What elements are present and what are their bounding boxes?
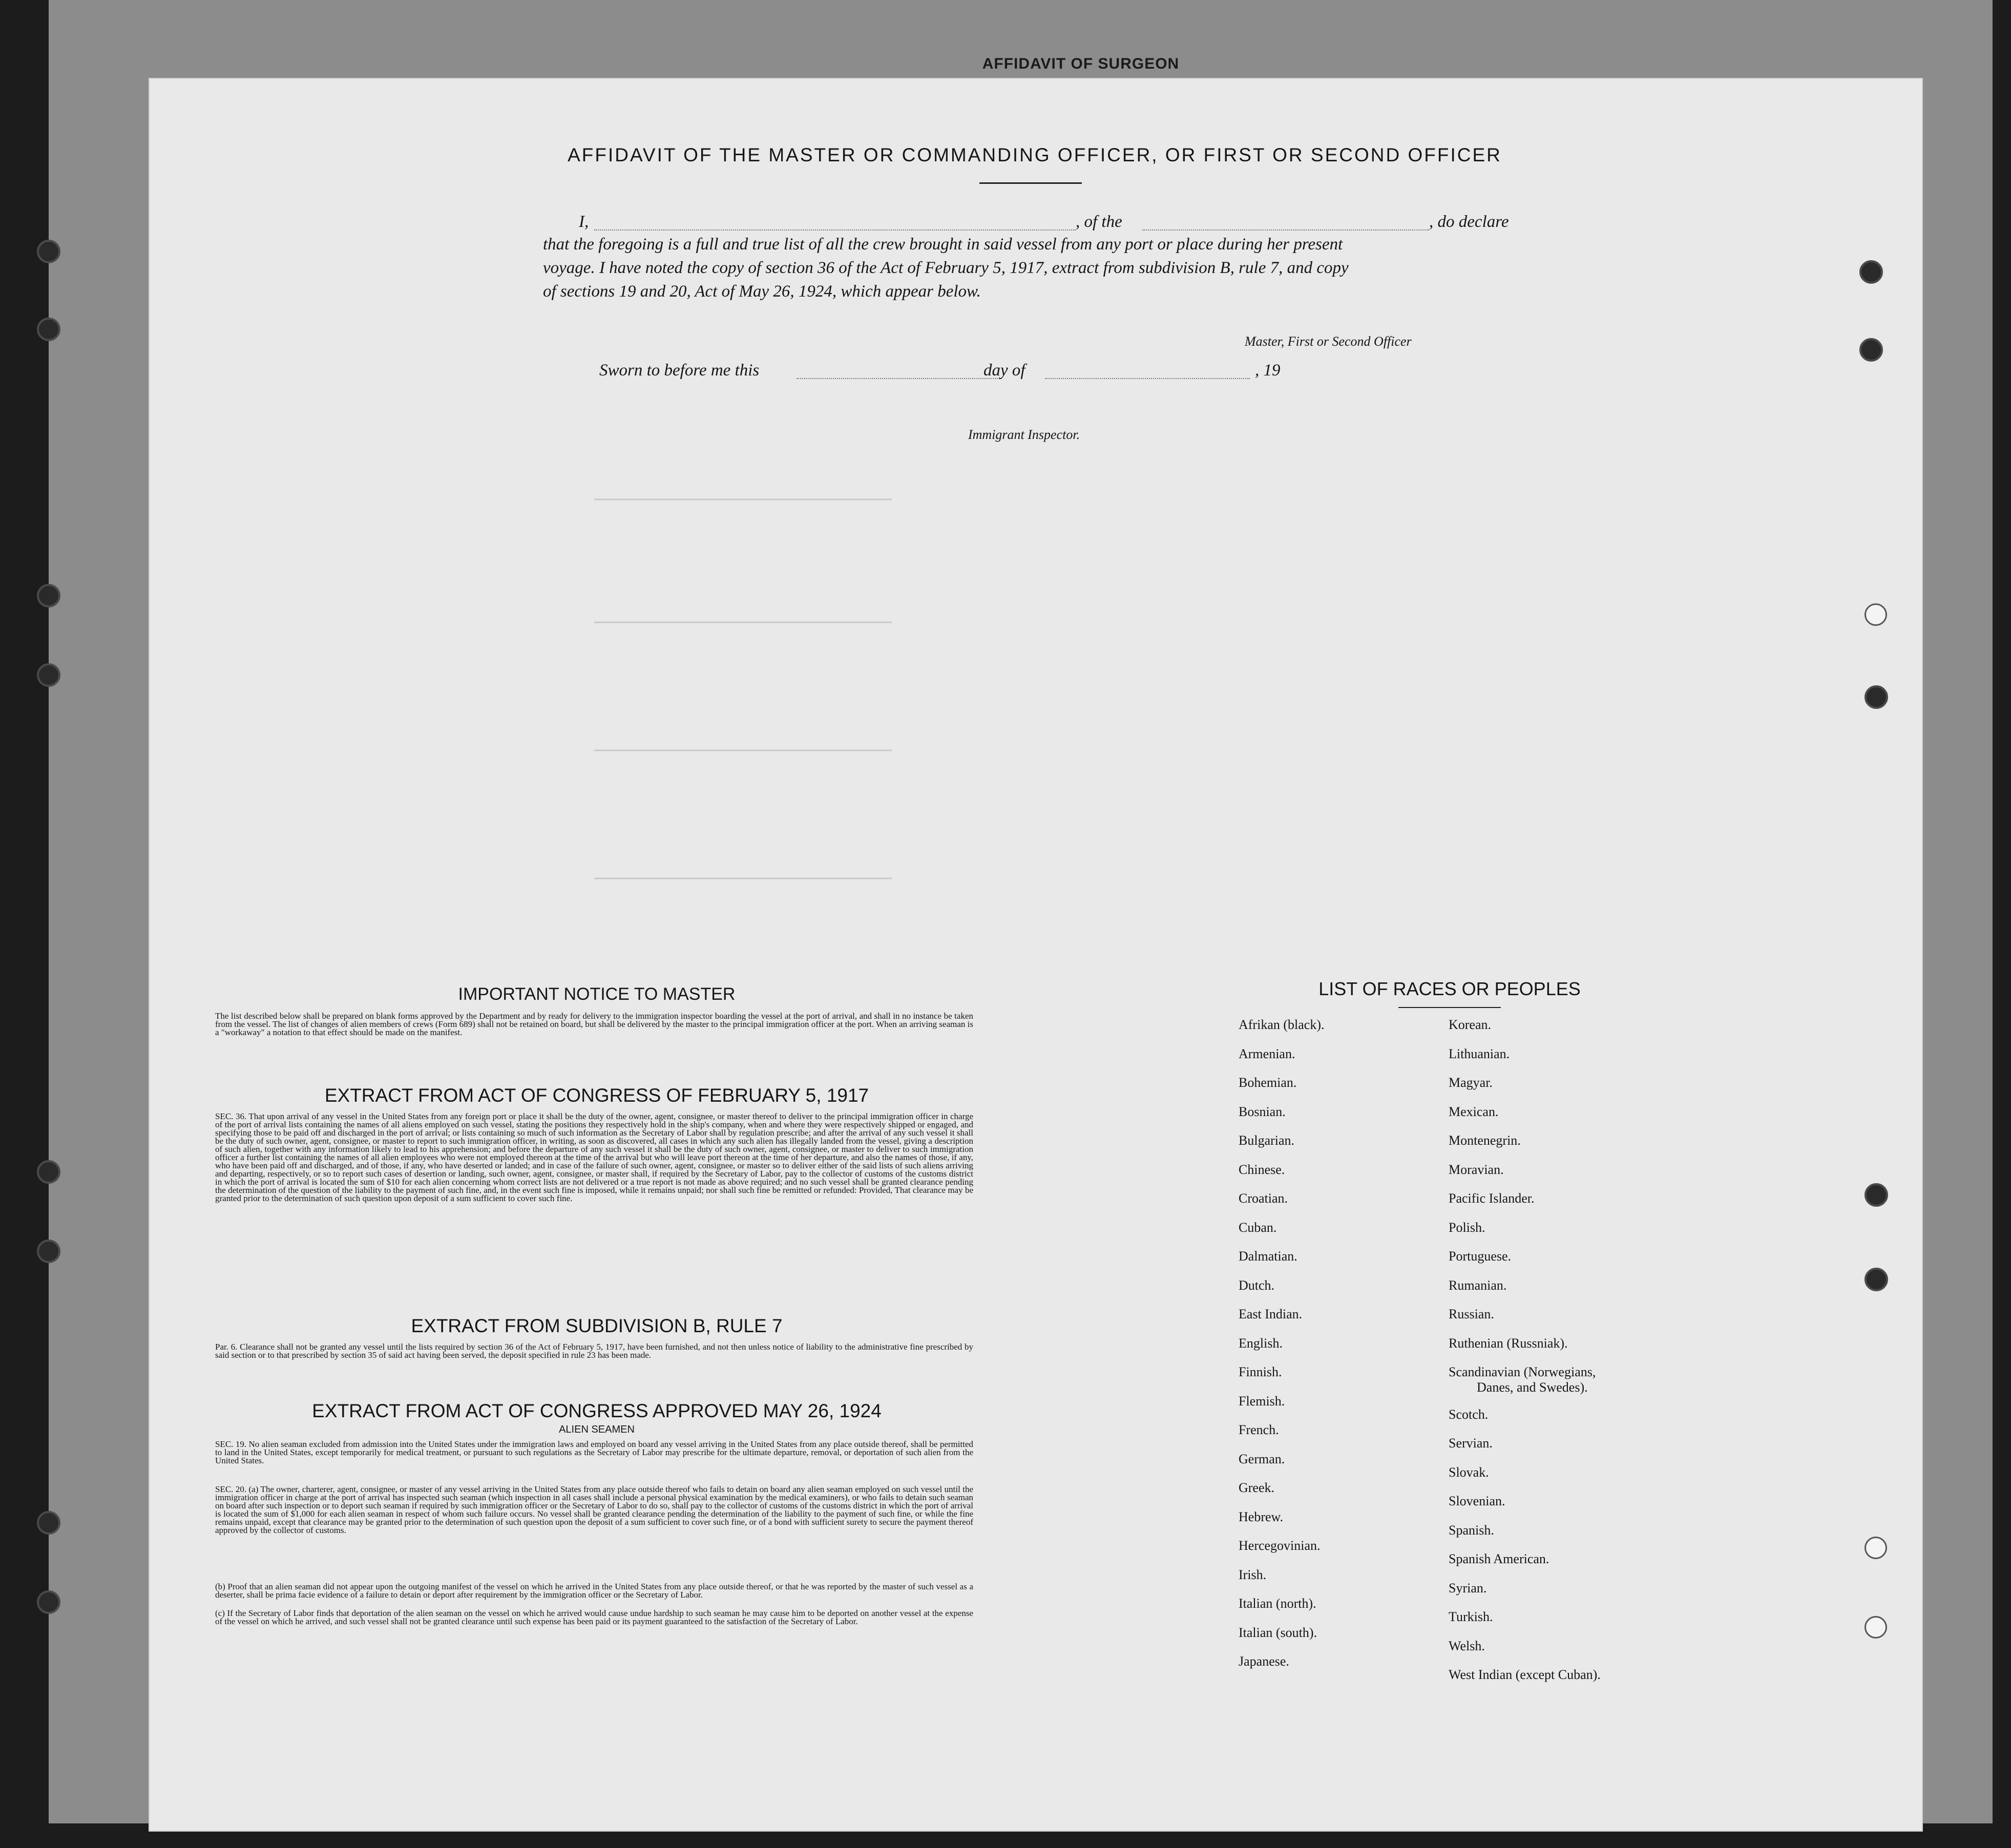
race-item: Afrikan (black). bbox=[1239, 1017, 1325, 1032]
race-item: Korean. bbox=[1449, 1017, 1492, 1032]
extract-1924-subheading: ALIEN SEAMEN bbox=[559, 1424, 635, 1435]
vessel-blank bbox=[1142, 216, 1429, 230]
section-20c-text: (c) If the Secretary of Labor finds that deportation of the alien seaman on the vessel on which he arrived would cause undue hardship to such seaman he may cause him to be deported on another vessel at the expense of the vessel on which he arrived, and such vessel shall not be granted clearance until such expense has been paid or its payment guaranteed to the satisfaction of the Secretary of Labor. bbox=[215, 1608, 973, 1626]
punch-hole bbox=[37, 318, 60, 341]
year-label: , 19 bbox=[1255, 361, 1281, 380]
race-item: Mexican. bbox=[1449, 1104, 1499, 1119]
punch-hole bbox=[1865, 1537, 1887, 1559]
race-item: Montenegrin. bbox=[1449, 1133, 1521, 1148]
race-item: Syrian. bbox=[1449, 1580, 1487, 1595]
master-signature-label: Master, First or Second Officer bbox=[1245, 334, 1412, 349]
race-item: German. bbox=[1239, 1451, 1285, 1466]
race-item: Turkish. bbox=[1449, 1609, 1493, 1624]
day-blank bbox=[797, 365, 1001, 379]
race-item: Hercegovinian. bbox=[1239, 1538, 1321, 1553]
race-item: Croatian. bbox=[1239, 1191, 1288, 1206]
race-item: Spanish. bbox=[1449, 1522, 1494, 1538]
race-item: Slovenian. bbox=[1449, 1494, 1505, 1508]
extract-1917-heading: EXTRACT FROM ACT OF CONGRESS OF FEBRUARY 5, 1917 bbox=[324, 1085, 869, 1106]
name-blank bbox=[594, 216, 1076, 230]
race-item: Cuban. bbox=[1239, 1220, 1277, 1235]
race-item: Spanish American. bbox=[1449, 1551, 1549, 1566]
punch-hole bbox=[1865, 1616, 1887, 1639]
sworn-label: Sworn to before me this bbox=[599, 361, 760, 380]
punch-hole bbox=[1865, 603, 1887, 626]
section-20b-text: (b) Proof that an alien seaman did not appear upon the outgoing manifest of the vessel on which he arrived in the United States from any place outside thereof, or that he was reported by the master of such vessel as a deserter, shall be prima facie evidence of a failure to detain or deport after requirement by the immigration officer or the Secretary of Labor. bbox=[215, 1582, 973, 1600]
underlying-page-title: AFFIDAVIT OF SURGEON bbox=[982, 55, 1180, 72]
section-20a-text: SEC. 20. (a) The owner, charterer, agent, consignee, or master of any vessel arriving in the United States from any place outside thereof who fails to detain on board any alien seaman employed on such vessel until the immigration officer in charge at the port of arrival has inspected such seaman (which inspection in all cases shall include a personal physical examination by the medical examiners), or who fails to detain such seaman on board after such inspection or to deport such seaman if required by such immigration officer or the Secretary of Labor to do so, shall pay to the collector of customs of the customs district in which the port of arrival is located the sum of $1,000 for each alien seaman in respect of whom such failure occurs. No vessel shall be granted clearance pending the determination of the liability to the payment of such fine, or while the fine remains unpaid, except that clearance may be granted prior to the determination of such question upon the deposit of a sum sufficient to cover such fine, or of a bond with sufficient surety to secure the payment thereof approved by the collector of customs. bbox=[215, 1484, 973, 1535]
race-item: Flemish. bbox=[1239, 1393, 1285, 1409]
race-item: Welsh. bbox=[1449, 1638, 1485, 1653]
rule-7-body: Par. 6. Clearance shall not be granted any vessel until the lists required by section 36 of the Act of February 5, 1917, have been furnished, and not then unless notice of liability to the administrative fine prescribed by said section or to that prescribed by section 35 of said act having been served, the deposit specified in rule 23 has been made. bbox=[215, 1342, 973, 1360]
punch-hole bbox=[1865, 685, 1888, 709]
declaration-line-2: that the foregoing is a full and true list of all the crew brought in said vessel from any port or place during her present bbox=[543, 235, 1343, 254]
race-item: Japanese. bbox=[1239, 1654, 1289, 1669]
punch-hole bbox=[37, 1590, 60, 1614]
month-blank bbox=[1045, 365, 1250, 379]
race-item: Greek. bbox=[1239, 1480, 1275, 1495]
race-item: Chinese. bbox=[1239, 1162, 1285, 1177]
race-item: Rumanian. bbox=[1449, 1277, 1507, 1293]
notice-heading: IMPORTANT NOTICE TO MASTER bbox=[458, 984, 736, 1004]
bleed-through-marks: —————————————————————— bbox=[594, 487, 892, 512]
race-item: Scandinavian (Norwegians, bbox=[1449, 1364, 1596, 1379]
race-item: Italian (south). bbox=[1239, 1625, 1317, 1640]
race-item: Dutch. bbox=[1239, 1277, 1275, 1293]
race-item: Armenian. bbox=[1239, 1046, 1295, 1061]
day-of-label: day of bbox=[983, 361, 1025, 380]
race-item: West Indian (except Cuban). bbox=[1449, 1667, 1601, 1682]
race-item: East Indian. bbox=[1239, 1307, 1303, 1321]
extract-1924-heading: EXTRACT FROM ACT OF CONGRESS APPROVED MAY 26, 1924 bbox=[312, 1400, 882, 1421]
races-heading-rule bbox=[1398, 1007, 1501, 1008]
bleed-through-marks: —————————————————————— bbox=[594, 866, 892, 891]
race-item: Servian. bbox=[1449, 1436, 1493, 1451]
affidavit-title: AFFIDAVIT OF THE MASTER OR COMMANDING OFFICER, OR FIRST OR SECOND OFFICER bbox=[568, 144, 1502, 165]
race-item: Magyar. bbox=[1449, 1075, 1493, 1090]
bleed-through-marks: —————————————————————— bbox=[594, 738, 892, 763]
punch-hole bbox=[37, 1240, 60, 1263]
race-item: Polish. bbox=[1449, 1220, 1485, 1235]
punch-hole bbox=[37, 1511, 60, 1535]
race-item: Bulgarian. bbox=[1239, 1133, 1295, 1148]
punch-hole bbox=[1865, 1183, 1888, 1207]
race-item: Danes, and Swedes). bbox=[1477, 1380, 1588, 1395]
notice-body: The list described below shall be prepared on blank forms approved by the Department and by ready for delivery to the immigration inspector boarding the vessel at the port of arrival, and shall in no instance be taken from the vessel. The list of changes of alien members of crews (Form 689) shall not be retained on board, but shall be delivered by the master to the principal immigration officer at the port. When an arriving seaman is a "workaway" a notation to that effect should be made on the manifest. bbox=[215, 1011, 973, 1037]
race-item: Dalmatian. bbox=[1239, 1249, 1297, 1264]
rule-7-heading: EXTRACT FROM SUBDIVISION B, RULE 7 bbox=[411, 1315, 783, 1336]
race-item: Scotch. bbox=[1449, 1406, 1489, 1422]
race-item: Bohemian. bbox=[1239, 1075, 1297, 1090]
title-rule bbox=[979, 182, 1082, 184]
punch-hole bbox=[1859, 338, 1883, 362]
extract-1917-body: SEC. 36. That upon arrival of any vessel in the United States from any foreign port or place it shall be the duty of the owner, agent, consignee, or master thereof to deliver to the principal immigration officer in charge of the port of arrival lists containing the names of all aliens employed on such vessel, stating the positions they respectively hold in the ship's company, when and where they were respectively shipped or engaged, and specifying those to be paid off and discharged in the port of arrival; or lists containing so much of such information as the Secretary of Labor shall by regulation prescribe; and after the arrival of any such vessel it shall be the duty of such owner, agent, consignee, or master to report to such immigration officer, in writing, as soon as discovered, all cases in which any such alien has illegally landed from the vessel, giving a description of such alien, together with any information likely to lead to his apprehension; and before the departure of any such vessel it shall be the duty of such owner, agent, consignee, or master to deliver to such immigration officer a further list containing the names of all alien employees who were not employed thereon at the time of the arrival but who will leave port thereon at the time of her departure, and also the names of those, if any, who have been paid off and discharged, and of those, if any, who have deserted or landed; and in case of the failure of such owner, agent, consignee, or master so to deliver either of the said lists of such aliens arriving and departing, respectively, or so to report such cases of desertion or landing, such owner, agent, consignee, or master shall, if required by the Secretary of Labor, pay to the collector of customs of the customs district in which the port of arrival is located the sum of $10 for each alien concerning whom correct lists are not delivered or a true report is not made as above required; and no such vessel shall be granted clearance pending the determination of the question of the liability to the payment of such fine, and, in the event such fine is imposed, while it remains unpaid; nor shall such fine be remitted or refunded: Provided, That clearance may be granted prior to the determination of such question upon deposit of a sum sufficient to cover such fine. bbox=[215, 1111, 973, 1203]
section-19-text: SEC. 19. No alien seaman excluded from admission into the United States under the immigration laws and employed on board any vessel arriving in the United States from any place outside thereof, shall be permitted to land in the United States, except temporarily for medical treatment, or pursuant to such regulations as the Secretary of Labor may prescribe for the ultimate departure, removal, or deportation of such alien from the United States. bbox=[215, 1439, 973, 1465]
declaration-do-declare: , do declare bbox=[1429, 213, 1509, 231]
punch-hole bbox=[37, 663, 60, 687]
declaration-line-4: of sections 19 and 20, Act of May 26, 1924, which appear below. bbox=[543, 282, 981, 301]
race-item: Portuguese. bbox=[1449, 1249, 1512, 1264]
race-item: Bosnian. bbox=[1239, 1104, 1286, 1119]
race-item: Pacific Islander. bbox=[1449, 1191, 1535, 1206]
races-heading: LIST OF RACES OR PEOPLES bbox=[1318, 978, 1581, 999]
punch-hole bbox=[37, 240, 60, 263]
declaration-of-the: , of the bbox=[1076, 213, 1122, 231]
affidavit-sheet bbox=[149, 78, 1923, 1832]
punch-hole bbox=[37, 1160, 60, 1184]
bleed-through-marks: —————————————————————— bbox=[594, 610, 892, 635]
race-item: Irish. bbox=[1239, 1567, 1267, 1582]
inspector-signature-label: Immigrant Inspector. bbox=[968, 427, 1080, 442]
race-item: Hebrew. bbox=[1239, 1509, 1284, 1524]
punch-hole bbox=[1865, 1268, 1888, 1291]
race-item: Moravian. bbox=[1449, 1162, 1504, 1177]
declaration-line-3: voyage. I have noted the copy of section 36 of the Act of February 5, 1917, extract from subdivision B, rule 7, and copy bbox=[543, 259, 1349, 277]
race-item: Lithuanian. bbox=[1449, 1046, 1510, 1061]
punch-hole bbox=[37, 584, 60, 607]
race-item: Finnish. bbox=[1239, 1364, 1282, 1379]
punch-hole bbox=[1859, 260, 1883, 284]
race-item: Ruthenian (Russniak). bbox=[1449, 1335, 1568, 1351]
race-item: Italian (north). bbox=[1239, 1596, 1316, 1611]
race-item: French. bbox=[1239, 1422, 1279, 1437]
race-item: Russian. bbox=[1449, 1307, 1494, 1321]
declaration-i: I, bbox=[579, 213, 589, 231]
race-item: Slovak. bbox=[1449, 1464, 1489, 1480]
race-item: English. bbox=[1239, 1335, 1283, 1351]
